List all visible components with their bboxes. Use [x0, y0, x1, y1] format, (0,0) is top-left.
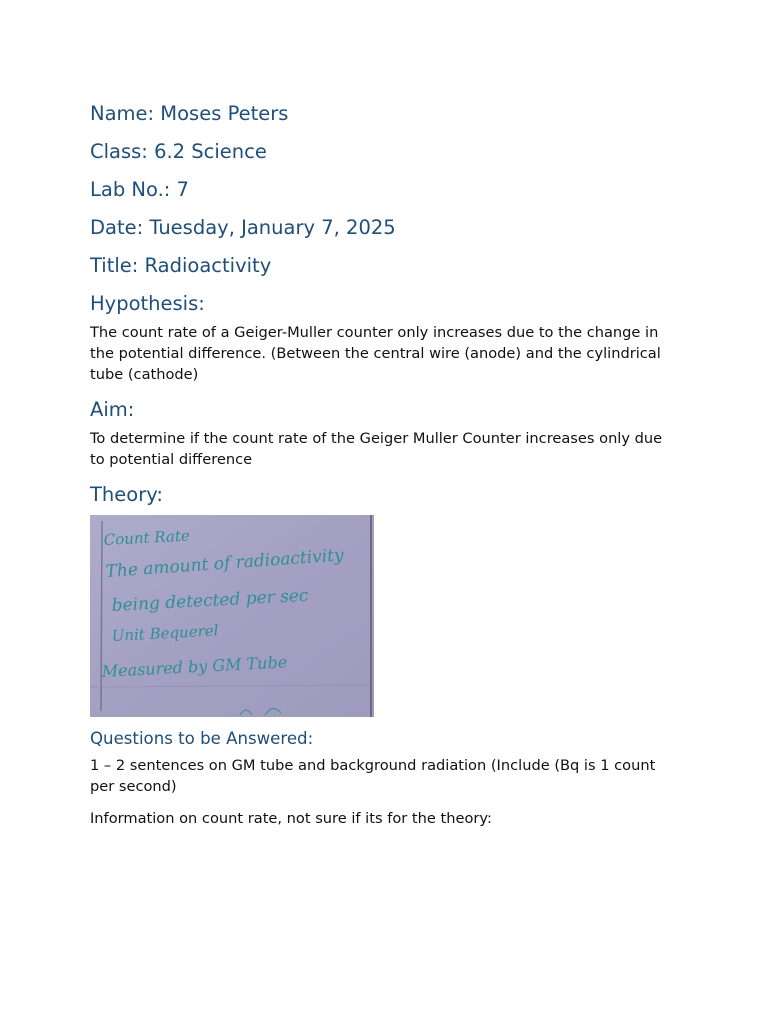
lab-number: Lab No.: 7 [90, 178, 189, 201]
lab-title: Title: Radioactivity [90, 254, 272, 277]
question-item-1: 1 – 2 sentences on GM tube and background radiation (Include (Bq is 1 count per second) [90, 757, 656, 795]
student-name: Name: Moses Peters [90, 102, 289, 125]
question-item-2: Information on count rate, not sure if its for the theory: [90, 810, 492, 827]
handwritten-note-photo [90, 515, 374, 717]
theory-handwritten-note-image [90, 515, 374, 717]
note-line: being detected per sec [111, 585, 309, 616]
hypothesis-heading: Hypothesis: [90, 292, 205, 315]
margin-line [101, 521, 102, 711]
questions-heading: Questions to be Answered: [90, 729, 314, 748]
class-info: Class: 6.2 Science [90, 140, 267, 163]
note-line: The amount of radioactivity [104, 545, 345, 582]
lab-date: Date: Tuesday, January 7, 2025 [90, 216, 396, 239]
note-line: Count Rate [103, 526, 191, 549]
note-line: Unit Bequerel [111, 621, 219, 645]
hypothesis-text: The count rate of a Geiger-Muller counter only increases due to the change in the potential difference. (Between the central wire (anode) and the cylindrical tube (cathode) [90, 324, 661, 383]
aim-text: To determine if the count rate of the Geiger Muller Counter increases only due to potential difference [90, 430, 663, 468]
note-line: Measured by GM Tube [101, 652, 288, 681]
theory-heading: Theory: [90, 483, 163, 506]
aim-heading: Aim: [90, 398, 135, 421]
document-page [90, 100, 690, 840]
